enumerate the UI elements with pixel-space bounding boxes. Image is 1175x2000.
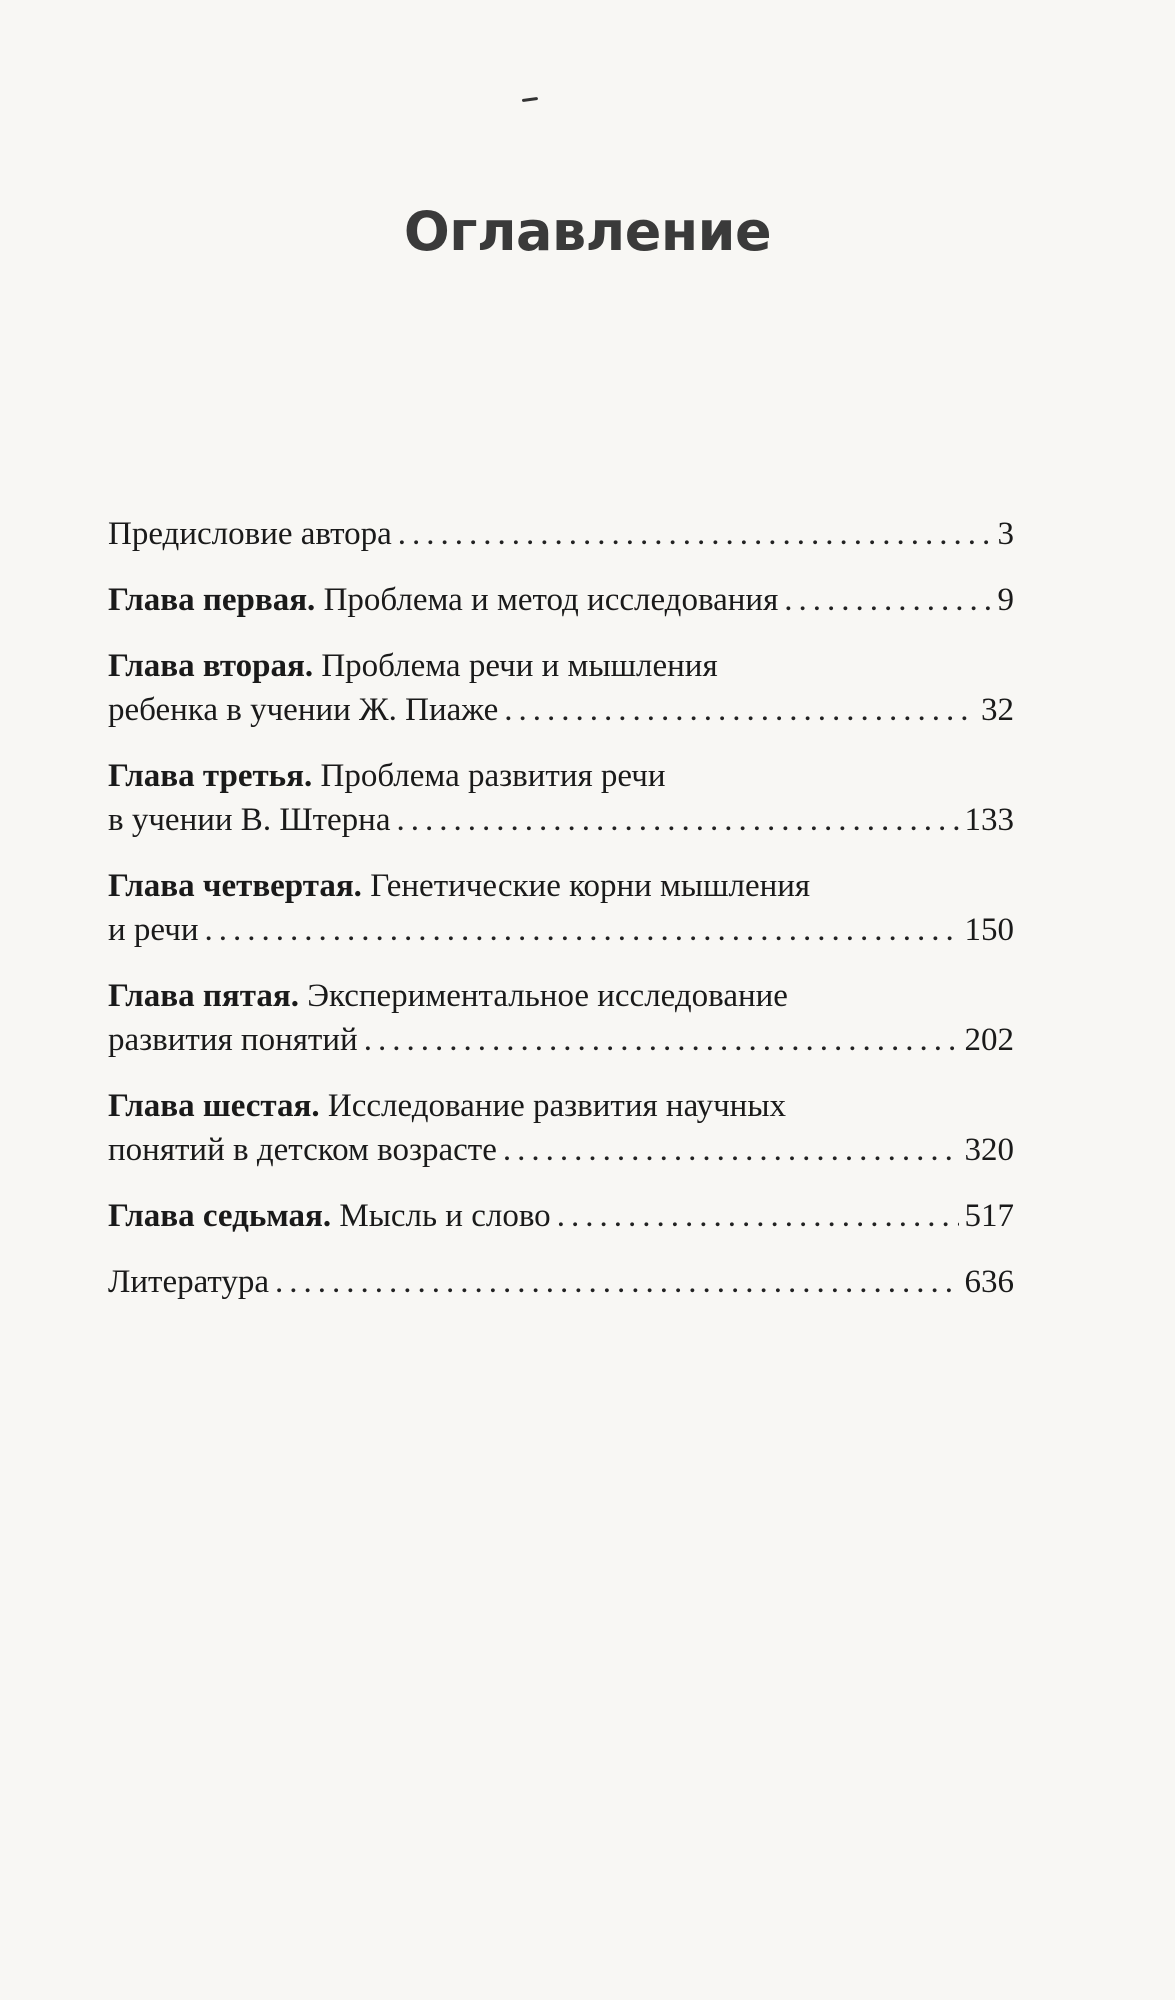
chapter-label: Глава пятая.	[108, 978, 299, 1014]
entry-text-continued: и речи	[108, 912, 199, 948]
chapter-label: Глава вторая.	[108, 648, 314, 684]
toc-entry-bibliography[interactable]	[108, 1260, 1014, 1304]
table-of-contents	[108, 512, 1014, 1326]
entry-text: Проблема речи и мышления	[321, 648, 718, 684]
entry-text: Проблема и метод исследования	[323, 582, 779, 618]
page-title: Оглавление	[403, 200, 772, 263]
chapter-label: Глава первая.	[108, 582, 316, 618]
page-number: 320	[964, 1132, 1014, 1168]
page-number: 133	[964, 802, 1014, 838]
entry-text-continued: в учении В. Штерна	[108, 802, 391, 838]
entry-text: Проблема развития речи	[320, 758, 666, 794]
chapter-label: Глава шестая.	[108, 1088, 320, 1124]
page-number: 3	[997, 516, 1014, 552]
toc-entry-preface[interactable]	[108, 512, 1014, 556]
entry-text: Мысль и слово	[339, 1198, 551, 1234]
toc-entry-chapter-1[interactable]	[108, 578, 1014, 622]
leader-dots	[205, 908, 959, 952]
page-number: 32	[981, 692, 1014, 728]
entry-text-continued: развития понятий	[108, 1022, 358, 1058]
toc-entry-chapter-5[interactable]	[108, 974, 1014, 1062]
leader-dots	[557, 1194, 959, 1238]
page-number: 517	[964, 1198, 1014, 1234]
leader-dots	[396, 798, 958, 842]
chapter-label: Глава седьмая.	[108, 1198, 332, 1234]
leader-dots	[784, 578, 991, 622]
toc-entry-chapter-7[interactable]	[108, 1194, 1014, 1238]
toc-entry-chapter-6[interactable]	[108, 1084, 1014, 1172]
entry-text: Предисловие автора	[108, 516, 392, 552]
leader-dots	[504, 688, 975, 732]
leader-dots	[398, 512, 992, 556]
leader-dots	[364, 1018, 959, 1062]
entry-text: Литература	[108, 1264, 270, 1300]
page-number: 9	[997, 582, 1014, 618]
leader-dots	[503, 1128, 959, 1172]
page-number: 636	[964, 1264, 1014, 1300]
toc-entry-chapter-3[interactable]	[108, 754, 1014, 842]
page-number: 202	[964, 1022, 1014, 1058]
entry-text-continued: понятий в детском возрасте	[108, 1132, 497, 1168]
chapter-label: Глава третья.	[108, 758, 313, 794]
entry-text: Исследование развития научных	[327, 1088, 786, 1124]
toc-entry-chapter-2[interactable]	[108, 644, 1014, 732]
chapter-label: Глава четвертая.	[108, 868, 362, 904]
entry-text-continued: ребенка в учении Ж. Пиаже	[108, 692, 499, 728]
leader-dots	[275, 1260, 958, 1304]
toc-entry-chapter-4[interactable]	[108, 864, 1014, 952]
page-number: 150	[964, 912, 1014, 948]
entry-text: Экспериментальное исследование	[307, 978, 788, 1014]
printer-mark	[522, 97, 538, 102]
entry-text: Генетические корни мышления	[370, 868, 811, 904]
